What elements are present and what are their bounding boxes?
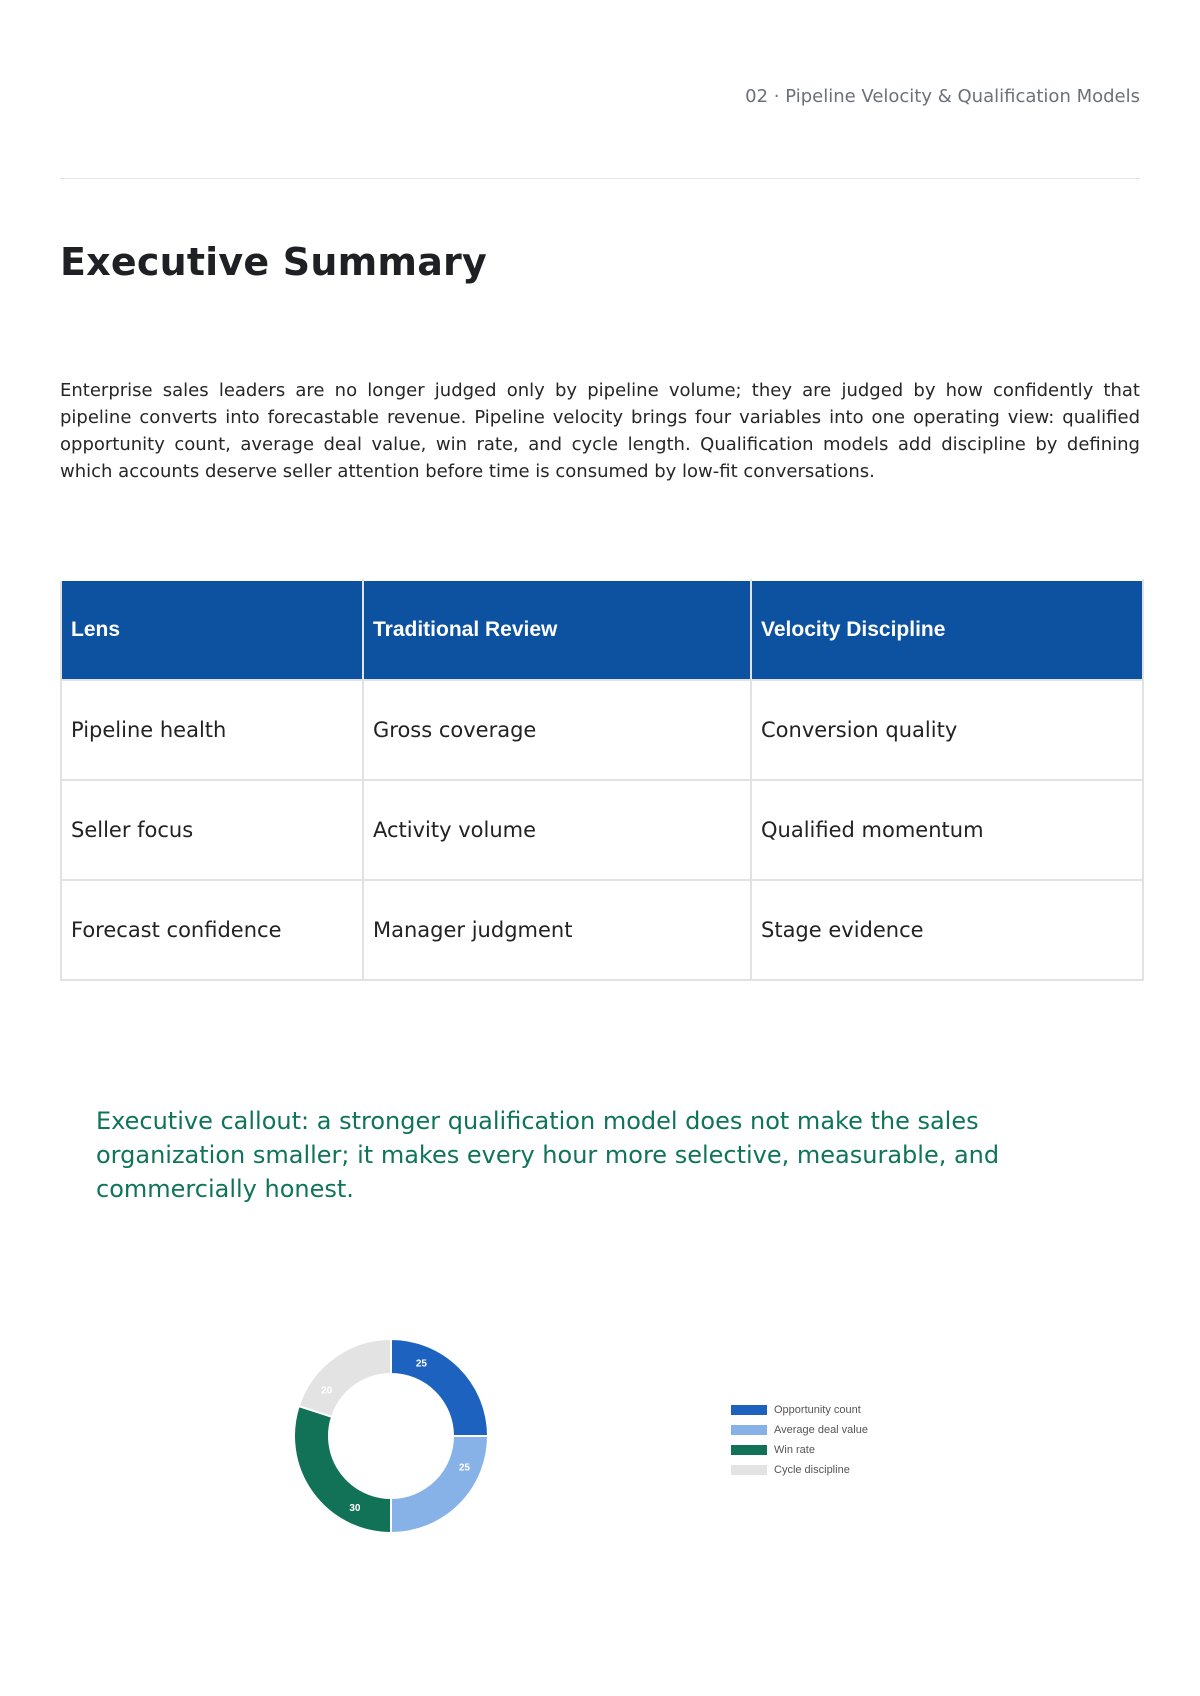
legend-swatch [731, 1405, 767, 1415]
legend-label: Win rate [774, 1444, 815, 1456]
column-header-lens: Lens [61, 580, 363, 680]
donut-data-label: 30 [349, 1502, 361, 1514]
summary-paragraph: Enterprise sales leaders are no longer judged only by pipeline volume; they are judged by how confidently that pipeline converts into forecastable revenue. Pipeline velocity brings four variables into one operating view: qualified opportunity count, average deal value, win rate, and cycle length. Qualification models add discipline by defining which accounts deserve seller attention before time is consumed by low-fit conversations. [60, 380, 1140, 482]
legend-item [731, 1400, 868, 1420]
donut-data-label: 25 [458, 1462, 471, 1474]
legend-item [731, 1440, 868, 1460]
table-cell: Stage evidence [751, 880, 1143, 980]
legend-label: Opportunity count [774, 1404, 861, 1416]
donut-slice-opportunity-count [391, 1339, 488, 1436]
legend-label: Cycle discipline [774, 1464, 850, 1476]
donut-chart [0, 1290, 1200, 1590]
donut-data-label: 20 [321, 1385, 333, 1397]
table-cell: Pipeline health [61, 680, 363, 780]
donut-slice-average-deal-value [391, 1436, 488, 1533]
table-header-row [61, 580, 1143, 680]
table-cell: Manager judgment [363, 880, 751, 980]
table-cell: Conversion quality [751, 680, 1143, 780]
legend-swatch [731, 1445, 767, 1455]
legend-swatch [731, 1425, 767, 1435]
header-divider [60, 178, 1140, 179]
legend-item [731, 1460, 868, 1480]
executive-callout: Executive callout: a stronger qualification model does not make the sales organization smaller; it makes every hour more selective, measurable, and commercially honest. [96, 1107, 1000, 1203]
table-row [61, 880, 1143, 980]
chart-legend [731, 1400, 868, 1480]
legend-item [731, 1420, 868, 1440]
column-header-velocity-discipline: Velocity Discipline [751, 580, 1143, 680]
table-cell: Seller focus [61, 780, 363, 880]
page-title: Executive Summary [60, 240, 487, 284]
table-cell: Activity volume [363, 780, 751, 880]
table-row [61, 680, 1143, 780]
comparison-table [60, 579, 1144, 981]
legend-swatch [731, 1465, 767, 1475]
donut-data-label: 25 [415, 1358, 427, 1370]
running-header: 02 · Pipeline Velocity & Qualification Models [745, 86, 1140, 107]
donut-slice-cycle-discipline [299, 1339, 391, 1417]
donut-slice-win-rate [294, 1406, 391, 1533]
legend-label: Average deal value [774, 1424, 868, 1436]
table-cell: Forecast confidence [61, 880, 363, 980]
column-header-traditional-review: Traditional Review [363, 580, 751, 680]
table-row [61, 780, 1143, 880]
table-cell: Qualified momentum [751, 780, 1143, 880]
table-cell: Gross coverage [363, 680, 751, 780]
